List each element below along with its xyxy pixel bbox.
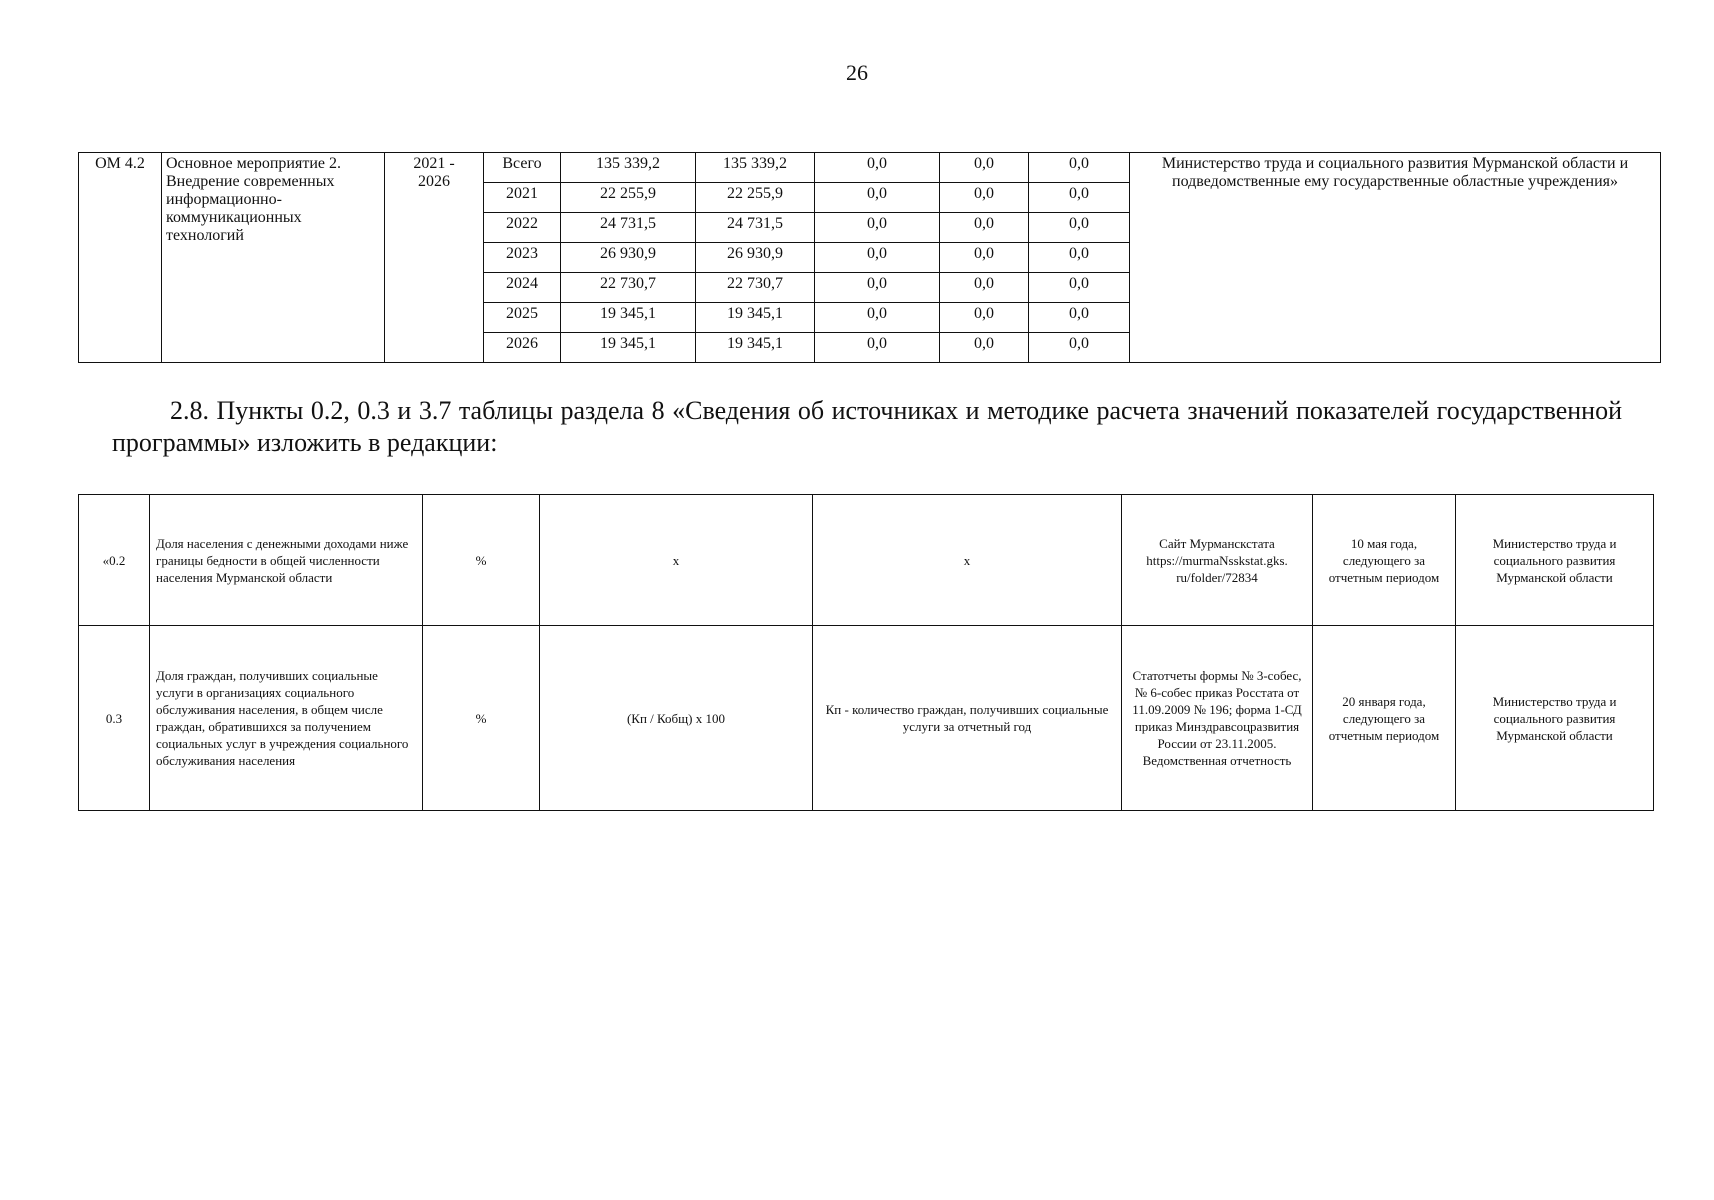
value-cell: 19 345,1 (696, 333, 815, 363)
value-cell: 0,0 (815, 213, 940, 243)
value-cell: 19 345,1 (561, 333, 696, 363)
indicator-name: Доля граждан, получивших социальные услуги в организациях социального обслуживания населения, в общем числе граждан, обратившихся за получением социальных услуг в учреждения социального обслуживания населения (150, 626, 423, 811)
responsible-body: Министерство труда и социального развития Мурманской области (1456, 626, 1654, 811)
indicator-unit: % (423, 626, 540, 811)
indicator-number: «0.2 (79, 495, 150, 626)
table-row (79, 626, 1654, 811)
year-cell: 2025 (484, 303, 561, 333)
value-cell: 19 345,1 (696, 303, 815, 333)
calculation-formula: x (540, 495, 813, 626)
year-cell: Всего (484, 153, 561, 183)
value-cell: 0,0 (940, 153, 1029, 183)
measure-code: ОМ 4.2 (79, 153, 162, 363)
indicators-method-table (78, 494, 1654, 811)
year-cell: 2023 (484, 243, 561, 273)
measure-name: Основное мероприятие 2. Внедрение современных информационно-коммуникационных технологий (162, 153, 385, 363)
calculation-formula: (Кп / Кобщ) х 100 (540, 626, 813, 811)
table-row (79, 495, 1654, 626)
measure-period: 2021 - 2026 (385, 153, 484, 363)
indicator-unit: % (423, 495, 540, 626)
year-cell: 2024 (484, 273, 561, 303)
value-cell: 0,0 (1029, 333, 1130, 363)
data-source: Сайт Мурманскстата https://murmaNsskstat.gks. ru/folder/72834 (1122, 495, 1313, 626)
value-cell: 0,0 (940, 243, 1029, 273)
responsible-executor: Министерство труда и социального развития Мурманской области и подведомственные ему государственные областные учреждения» (1130, 153, 1661, 363)
value-cell: 0,0 (1029, 243, 1130, 273)
value-cell: 19 345,1 (561, 303, 696, 333)
value-cell: 0,0 (1029, 303, 1130, 333)
value-cell: 0,0 (940, 183, 1029, 213)
value-cell: 0,0 (940, 303, 1029, 333)
value-cell: 0,0 (940, 213, 1029, 243)
value-cell: 22 255,9 (561, 183, 696, 213)
year-cell: 2022 (484, 213, 561, 243)
budget-table (78, 152, 1661, 363)
value-cell: 0,0 (815, 303, 940, 333)
value-cell: 0,0 (940, 273, 1029, 303)
value-cell: 0,0 (815, 273, 940, 303)
value-cell: 0,0 (1029, 273, 1130, 303)
value-cell: 135 339,2 (696, 153, 815, 183)
formula-components: x (813, 495, 1122, 626)
year-cell: 2026 (484, 333, 561, 363)
value-cell: 26 930,9 (561, 243, 696, 273)
value-cell: 22 730,7 (561, 273, 696, 303)
value-cell: 0,0 (815, 153, 940, 183)
value-cell: 24 731,5 (561, 213, 696, 243)
value-cell: 0,0 (940, 333, 1029, 363)
table-row (79, 153, 1661, 183)
amendment-paragraph: 2.8. Пункты 0.2, 0.3 и 3.7 таблицы раздела 8 «Сведения об источниках и методике расчета значений показателей государственной программы» изложить в редакции: (112, 396, 1622, 457)
value-cell: 0,0 (815, 333, 940, 363)
value-cell: 24 731,5 (696, 213, 815, 243)
value-cell: 0,0 (1029, 183, 1130, 213)
value-cell: 22 730,7 (696, 273, 815, 303)
indicator-number: 0.3 (79, 626, 150, 811)
year-cell: 2021 (484, 183, 561, 213)
indicator-name: Доля населения с денежными доходами ниже границы бедности в общей численности населения Мурманской области (150, 495, 423, 626)
page-number: 26 (846, 60, 868, 85)
value-cell: 135 339,2 (561, 153, 696, 183)
data-deadline: 20 января года, следующего за отчетным периодом (1313, 626, 1456, 811)
value-cell: 0,0 (1029, 213, 1130, 243)
value-cell: 0,0 (1029, 153, 1130, 183)
data-deadline: 10 мая года, следующего за отчетным периодом (1313, 495, 1456, 626)
value-cell: 22 255,9 (696, 183, 815, 213)
value-cell: 26 930,9 (696, 243, 815, 273)
responsible-body: Министерство труда и социального развития Мурманской области (1456, 495, 1654, 626)
formula-components: Кп - количество граждан, получивших социальные услуги за отчетный год (813, 626, 1122, 811)
value-cell: 0,0 (815, 183, 940, 213)
data-source: Статотчеты формы № 3-собес, № 6-собес приказ Росстата от 11.09.2009 № 196; форма 1-СД приказ Минздравсоцразвития России от 23.11.2005. Ведомственная отчетность (1122, 626, 1313, 811)
value-cell: 0,0 (815, 243, 940, 273)
